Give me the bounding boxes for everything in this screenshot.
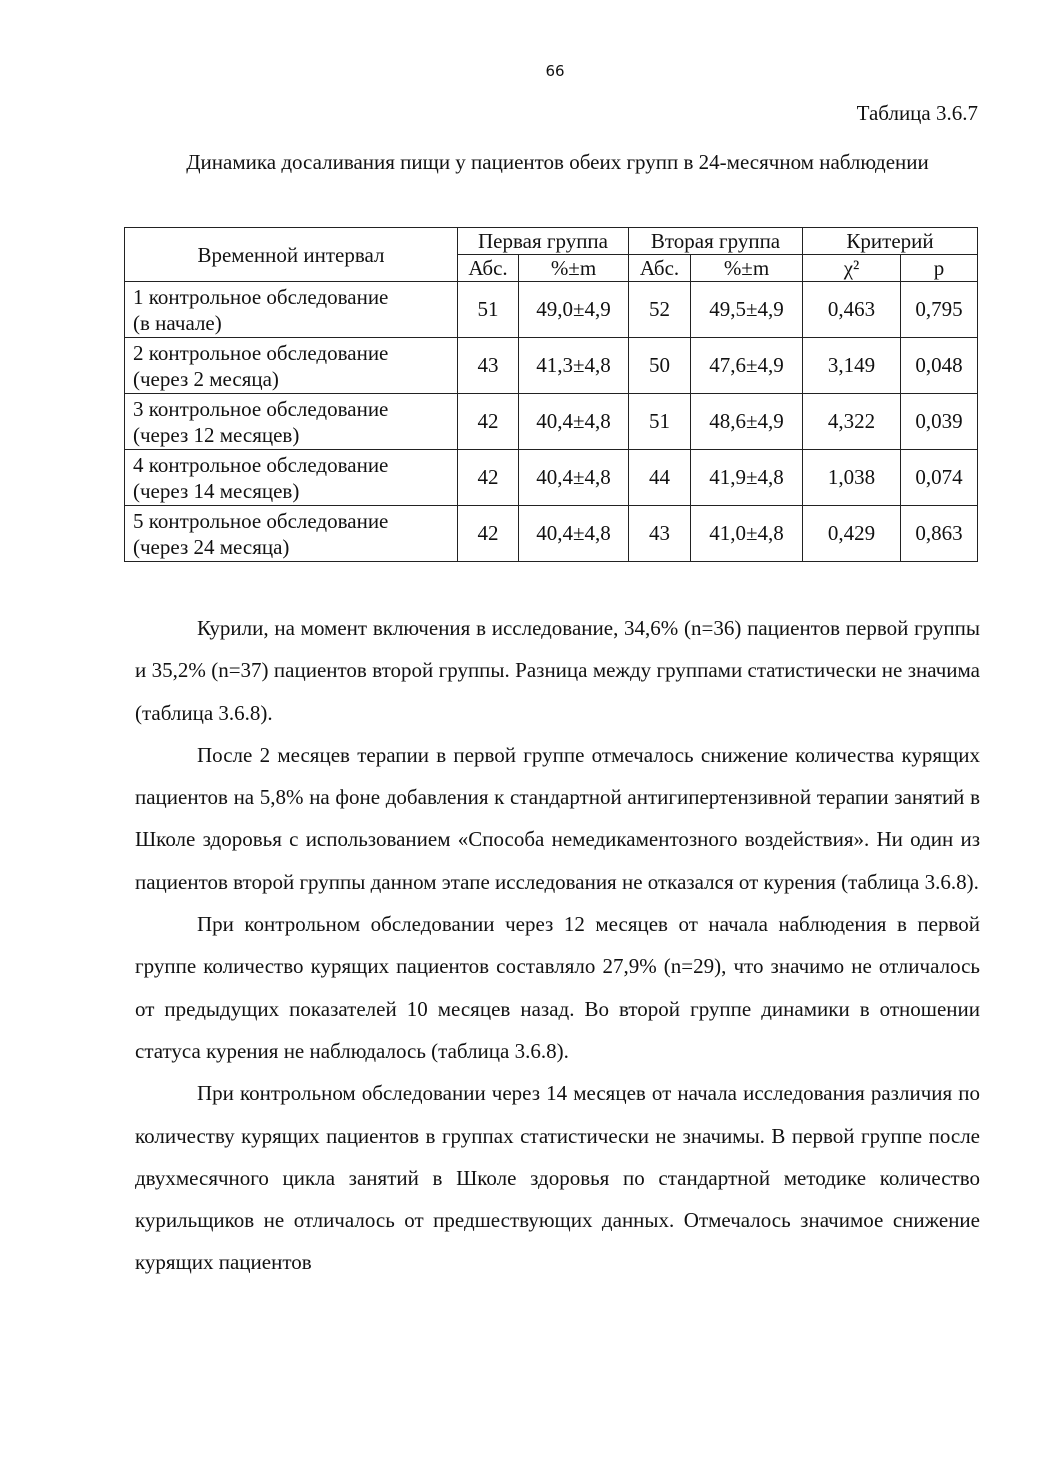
table-row	[125, 394, 978, 450]
interval-cell: 5 контрольное обследование (через 24 месяца)	[125, 506, 458, 562]
g2-pct-cell: 41,9±4,8	[691, 450, 803, 506]
g2-pct-cell: 47,6±4,9	[691, 338, 803, 394]
g1-pct-cell: 40,4±4,8	[519, 506, 629, 562]
header-group2: Вторая группа	[629, 228, 803, 255]
header-abs: Абс.	[629, 255, 691, 282]
chi-cell: 1,038	[803, 450, 901, 506]
header-interval: Временной интервал	[125, 228, 458, 282]
body-text	[135, 607, 980, 1284]
interval-cell: 4 контрольное обследование (через 14 месяцев)	[125, 450, 458, 506]
g1-abs-cell: 42	[458, 450, 519, 506]
header-criterion: Критерий	[803, 228, 978, 255]
header-chi: χ²	[803, 255, 901, 282]
table-row	[125, 338, 978, 394]
g2-pct-cell: 49,5±4,9	[691, 282, 803, 338]
header-pct: %±m	[519, 255, 629, 282]
p-cell: 0,795	[901, 282, 978, 338]
g2-pct-cell: 41,0±4,8	[691, 506, 803, 562]
interval-cell: 3 контрольное обследование (через 12 месяцев)	[125, 394, 458, 450]
g1-abs-cell: 51	[458, 282, 519, 338]
chi-cell: 3,149	[803, 338, 901, 394]
p-cell: 0,863	[901, 506, 978, 562]
page-number: 66	[545, 62, 565, 80]
g2-abs-cell: 44	[629, 450, 691, 506]
table-row	[125, 450, 978, 506]
table-caption: Динамика досаливания пищи у пациентов обеих групп в 24-месячном наблюдении	[186, 150, 929, 174]
paragraph: При контрольном обследовании через 12 месяцев от начала наблюдения в первой группе количество курящих пациентов составляло 27,9% (n=29), что значимо не отличалось от предыдущих показателей 10 месяцев назад. Во второй группе динамики в отношении статуса курения не наблюдалось (таблица 3.6.8).	[135, 912, 980, 1063]
chi-cell: 0,463	[803, 282, 901, 338]
p-cell: 0,039	[901, 394, 978, 450]
g1-abs-cell: 42	[458, 506, 519, 562]
g1-abs-cell: 42	[458, 394, 519, 450]
header-pct: %±m	[691, 255, 803, 282]
g1-pct-cell: 49,0±4,9	[519, 282, 629, 338]
g2-abs-cell: 43	[629, 506, 691, 562]
table-row	[125, 282, 978, 338]
g2-abs-cell: 52	[629, 282, 691, 338]
header-abs: Абс.	[458, 255, 519, 282]
g1-abs-cell: 43	[458, 338, 519, 394]
g1-pct-cell: 40,4±4,8	[519, 450, 629, 506]
chi-cell: 4,322	[803, 394, 901, 450]
header-p: p	[901, 255, 978, 282]
g1-pct-cell: 41,3±4,8	[519, 338, 629, 394]
p-cell: 0,074	[901, 450, 978, 506]
g2-pct-cell: 48,6±4,9	[691, 394, 803, 450]
g1-pct-cell: 40,4±4,8	[519, 394, 629, 450]
interval-cell: 1 контрольное обследование (в начале)	[125, 282, 458, 338]
data-table	[124, 227, 978, 562]
table-row	[125, 506, 978, 562]
header-group1: Первая группа	[458, 228, 629, 255]
p-cell: 0,048	[901, 338, 978, 394]
paragraph: При контрольном обследовании через 14 месяцев от начала исследования различия по количеству курящих пациентов в группах статистически не значимы. В первой группе после двухмесячного цикла занятий в Школе здоровья по стандартной методике количество курильщиков не отличалось от предшествующих данных. Отмечалось значимое снижение курящих пациентов	[135, 1081, 980, 1275]
paragraph: Курили, на момент включения в исследование, 34,6% (n=36) пациентов первой группы и 35,2% (n=37) пациентов второй группы. Разница между группами статистически не значима (таблица 3.6.8).	[135, 616, 980, 725]
g2-abs-cell: 50	[629, 338, 691, 394]
paragraph: После 2 месяцев терапии в первой группе отмечалось снижение количества курящих пациентов на 5,8% на фоне добавления к стандартной антигипертензивной терапии занятий в Школе здоровья с использованием «Способа немедикаментозного воздействия». Ни один из пациентов второй группы данном этапе исследования не отказался от курения (таблица 3.6.8).	[135, 742, 980, 894]
interval-cell: 2 контрольное обследование (через 2 месяца)	[125, 338, 458, 394]
g2-abs-cell: 51	[629, 394, 691, 450]
chi-cell: 0,429	[803, 506, 901, 562]
table-label: Таблица 3.6.7	[856, 101, 978, 125]
